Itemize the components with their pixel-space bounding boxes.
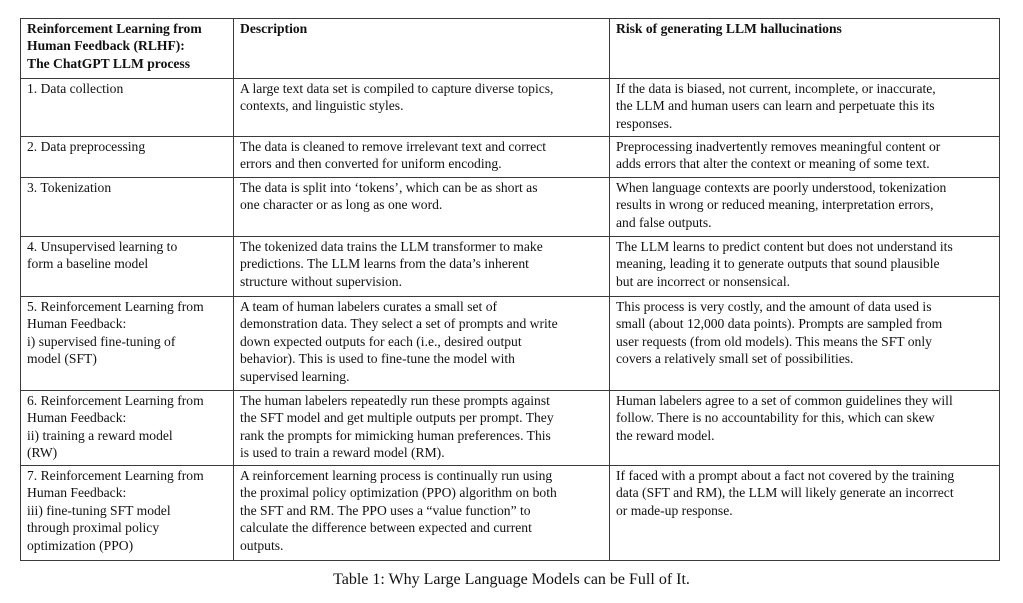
stage-cell [21,178,234,237]
stage-cell-line: optimization (PPO) [27,537,134,553]
stage-cell-line: model (SFT) [27,351,97,367]
description-cell-line: A large text data set is compiled to capture diverse topics, [240,81,554,96]
description-cell-line: is used to train a reward model (RM). [240,445,445,461]
stage-cell-line: (RW) [27,445,58,461]
description-cell-line: demonstration data. They select a set of prompts and write [240,316,558,332]
stage-cell-line: 1. Data collection [27,81,124,96]
description-cell-line: structure without supervision. [240,273,402,289]
table-row [21,79,1000,137]
stage-cell-line: Human Feedback: [27,485,127,501]
risk-cell-line: meaning, leading it to generate outputs that sound plausible [616,256,940,272]
header-stage-line: Human Feedback (RLHF): [27,38,185,54]
risk-cell-line: If faced with a prompt about a fact not covered by the training [616,468,955,483]
risk-cell-line: adds errors that alter the context or meaning of some text. [616,156,930,172]
table-caption: Table 1: Why Large Language Models can be Full of It. [333,571,690,588]
description-cell [234,178,610,237]
description-cell-line: rank the prompts for mimicking human preferences. This [240,427,551,443]
risk-cell-line: Human labelers agree to a set of common guidelines they will [616,393,953,408]
risk-cell-line: covers a relatively small set of possibilities. [616,351,854,367]
table-row [21,391,1000,466]
risk-cell-line: This process is very costly, and the amount of data used is [616,299,932,314]
description-cell [234,79,610,137]
description-cell-line: the proximal policy optimization (PPO) algorithm on both [240,485,557,501]
risk-cell-line: or made-up response. [616,502,733,518]
stage-cell [21,237,234,297]
risk-cell-line: Preprocessing inadvertently removes meaningful content or [616,139,941,154]
risk-cell [610,237,1000,297]
stage-cell-line: ii) training a reward model [27,427,173,443]
description-cell-line: the SFT and RM. The PPO uses a “value function” to [240,502,531,518]
risk-cell-line: the reward model. [616,427,715,443]
risk-cell-line: results in wrong or reduced meaning, interpretation errors, [616,197,934,213]
stage-cell [21,466,234,561]
description-cell-line: down expected outputs for each (i.e., desired output [240,333,522,349]
header-description: Description [234,19,610,79]
risk-cell-line: the LLM and human users can learn and perpetuate this its [616,98,935,114]
risk-cell-line: small (about 12,000 data points). Prompts are sampled from [616,316,943,332]
stage-cell-line: 2. Data preprocessing [27,139,146,154]
description-cell-line: errors and then converted for uniform encoding. [240,156,502,172]
description-cell-line: outputs. [240,537,284,553]
risk-cell-line: responses. [616,115,673,131]
description-cell [234,297,610,391]
risk-cell [610,391,1000,466]
risk-cell-line: user requests (from old models). This means the SFT only [616,333,932,349]
table-row [21,237,1000,297]
header-stage-line: The ChatGPT LLM process [27,55,191,71]
stage-cell-line: 7. Reinforcement Learning from [27,468,204,483]
header-stage [21,19,234,79]
description-cell-line: The human labelers repeatedly run these prompts against [240,393,550,408]
stage-cell [21,79,234,137]
risk-cell [610,297,1000,391]
risk-cell-line: data (SFT and RM), the LLM will likely generate an incorrect [616,485,954,501]
description-cell [234,391,610,466]
description-cell-line: behavior). This is used to fine-tune the model with [240,351,515,367]
stage-cell-line: form a baseline model [27,256,149,272]
table-header-row [21,19,1000,79]
risk-cell-line: If the data is biased, not current, incomplete, or inaccurate, [616,81,936,96]
stage-cell-line: 6. Reinforcement Learning from [27,393,204,408]
rlhf-table [20,18,1000,561]
risk-cell [610,178,1000,237]
stage-cell-line: iii) fine-tuning SFT model [27,502,171,518]
stage-cell-line: Human Feedback: [27,316,127,332]
description-cell-line: The data is split into ‘tokens’, which can be as short as [240,180,538,195]
stage-cell-line: 4. Unsupervised learning to [27,239,178,254]
stage-cell [21,391,234,466]
risk-cell-line: but are incorrect or nonsensical. [616,273,791,289]
risk-cell-line: and false outputs. [616,214,712,230]
description-cell-line: contexts, and linguistic styles. [240,98,404,114]
description-cell-line: predictions. The LLM learns from the data’s inherent [240,256,529,272]
table-row [21,178,1000,237]
description-cell-line: A reinforcement learning process is continually run using [240,468,553,483]
description-cell-line: the SFT model and get multiple outputs per prompt. They [240,410,554,426]
risk-cell [610,466,1000,561]
stage-cell-line: i) supervised fine-tuning of [27,333,176,349]
risk-cell-line: When language contexts are poorly understood, tokenization [616,180,947,195]
description-cell [234,466,610,561]
stage-cell-line: 3. Tokenization [27,180,112,195]
header-stage-line: Reinforcement Learning from [27,21,202,36]
table-row [21,466,1000,561]
stage-cell-line: Human Feedback: [27,410,127,426]
stage-cell [21,297,234,391]
description-cell [234,137,610,178]
risk-cell [610,79,1000,137]
stage-cell-line: 5. Reinforcement Learning from [27,299,204,314]
description-cell-line: calculate the difference between expected and current [240,520,532,536]
description-cell-line: A team of human labelers curates a small set of [240,299,498,314]
stage-cell-line: through proximal policy [27,520,160,536]
description-cell-line: The tokenized data trains the LLM transformer to make [240,239,543,254]
header-risk: Risk of generating LLM hallucinations [610,19,1000,79]
description-cell-line: supervised learning. [240,368,350,384]
description-cell-line: The data is cleaned to remove irrelevant text and correct [240,139,547,154]
table-row [21,137,1000,178]
description-cell [234,237,610,297]
table-row [21,297,1000,391]
stage-cell [21,137,234,178]
risk-cell [610,137,1000,178]
description-cell-line: one character or as long as one word. [240,197,443,213]
risk-cell-line: follow. There is no accountability for this, which can skew [616,410,935,426]
risk-cell-line: The LLM learns to predict content but does not understand its [616,239,953,254]
